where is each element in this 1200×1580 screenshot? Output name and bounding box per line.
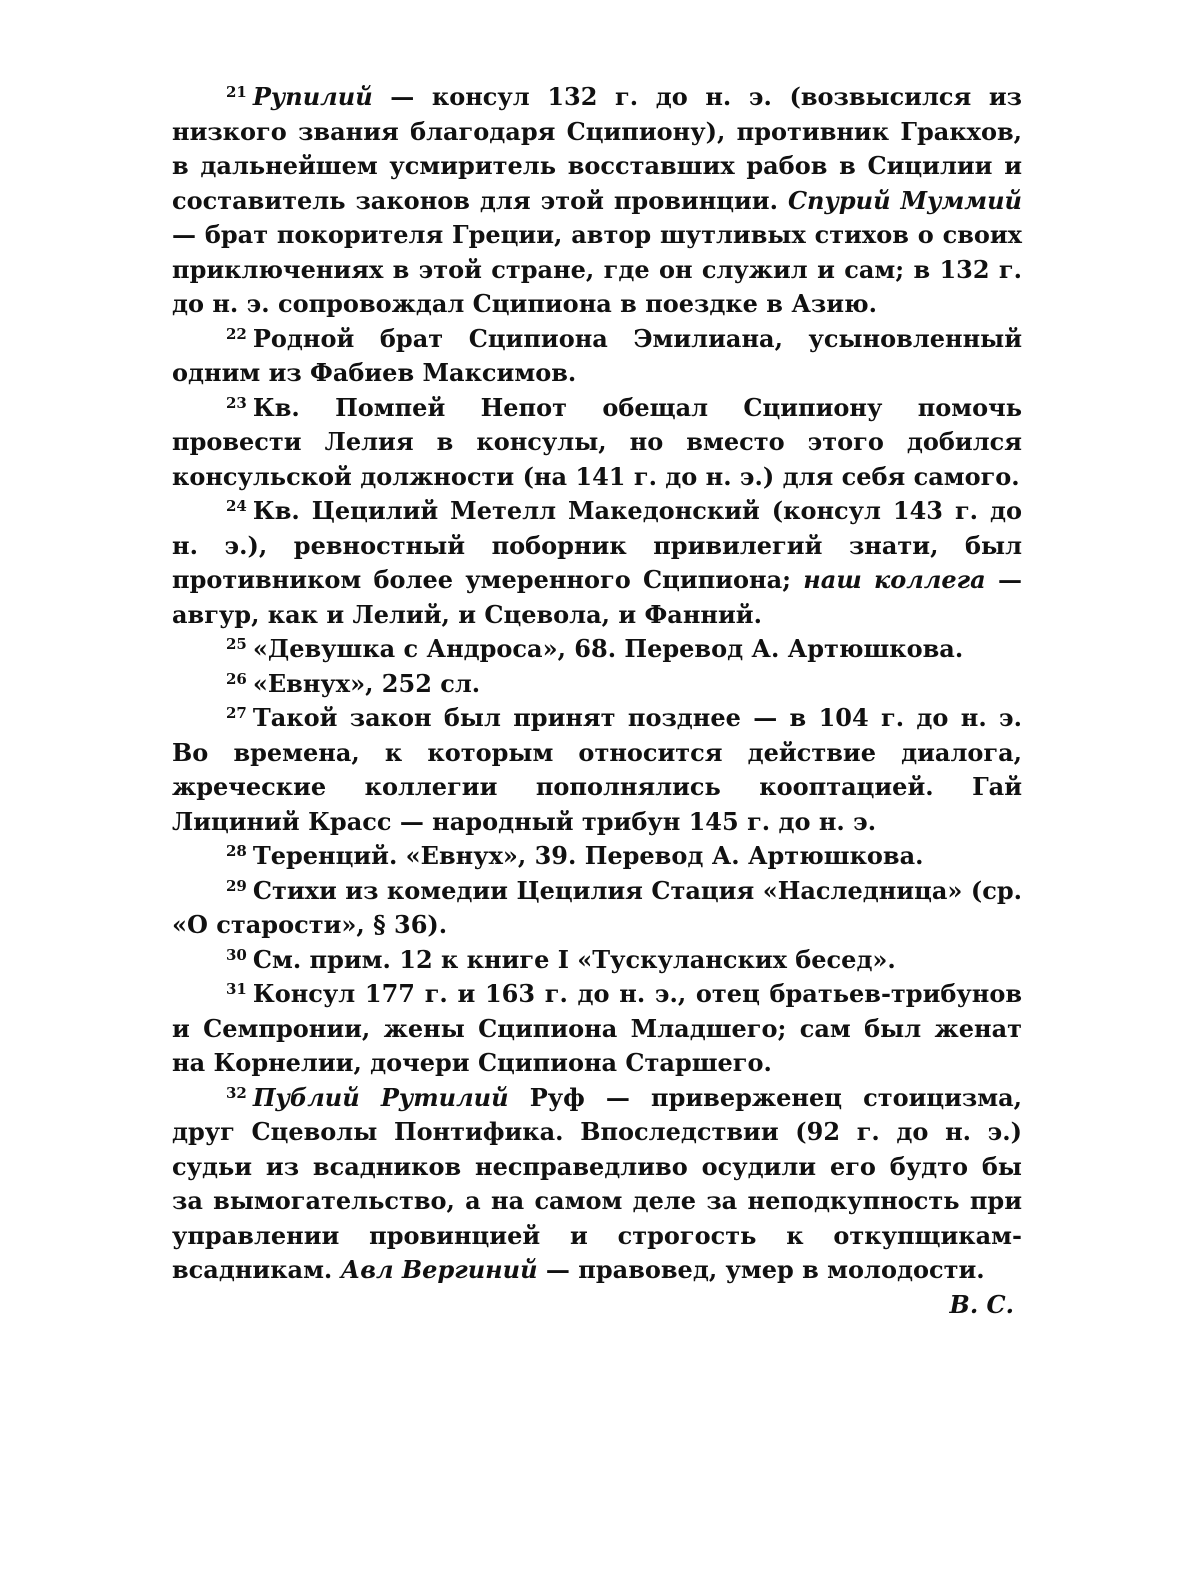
footnote-text: Кв. Помпей Непот обещал Сципиону помочь провести Лелия в консулы, но вместо этого добился консульской должности (на 141 г. до н. э.) для себя самого. <box>172 392 1022 491</box>
footnote-text: «Девушка с Андроса», 68. Перевод А. Артюшкова. <box>252 634 964 663</box>
footnote-number: 24 <box>226 497 247 515</box>
footnote-text: Руф — приверженец стоицизма, друг Сцеволы Понтифика. Впоследствии (92 г. до н. э.) судьи из всадников несправедливо осудили его будто бы за вымогательство, а на самом деле за неподкупность при управлении провинцией и строгость к откупщикам-всадникам. <box>172 1082 1022 1284</box>
footnote-number: 21 <box>226 83 247 101</box>
footnote-text: Консул 177 г. и 163 г. до н. э., отец братьев-трибунов и Семпронии, жены Сципиона Младшего; сам был женат на Корнелии, дочери Сципиона Старшего. <box>172 979 1022 1077</box>
footnote-text: — консул 132 г. до н. э. (возвысился из низкого звания благодаря Сципиону), противник Гракхов, в дальнейшем усмиритель восставших рабов в Сицилии и составитель законов для этой провинции. <box>172 82 1022 215</box>
footnote <box>172 80 1022 322</box>
footnote-text: «Евнух», 252 сл. <box>252 668 481 698</box>
footnote-number: 27 <box>226 704 247 722</box>
footnote <box>172 1081 1022 1288</box>
author-signature: В. С. <box>949 1289 1014 1319</box>
footnote-number: 23 <box>226 393 247 412</box>
footnote-number: 22 <box>226 324 247 343</box>
footnote-number: 30 <box>226 945 247 964</box>
footnote-text: — брат покорителя Греции, автор шутливых стихов о своих приключениях в этой стране, где он служил и сам; в 132 г. до н. э. сопровождал Сципиона в поездке в Азию. <box>172 220 1022 318</box>
footnote <box>172 874 1022 943</box>
footnote <box>172 977 1022 1081</box>
footnote <box>172 667 1022 702</box>
footnote-italic-text: Спурий Муммий <box>787 185 1022 215</box>
footnote-text: Такой закон был принят позднее — в 104 г. до н. э. Во времена, к которым относится действие диалога, жреческие коллегии пополнялись кооптацией. Гай Лициний Красс — народный трибун 145 г. до н. э. <box>172 703 1022 836</box>
footnote-text: Родной брат Сципиона Эмилиана, усыновленный одним из Фабиев Максимов. <box>172 323 1022 387</box>
footnote-number: 26 <box>226 669 247 688</box>
footnote-text: Стихи из комедии Цецилия Стация «Наследница» (ср. «О старости», § 36). <box>172 875 1022 939</box>
footnote <box>172 322 1022 391</box>
footnote <box>172 943 1022 978</box>
footnote-italic-text: Авл Вергиний <box>340 1255 538 1284</box>
footnote-text: Кв. Цецилий Метелл Македонский (консул 143 г. до н. э.), ревностный поборник привилегий знати, был противником более умеренного Сципиона; <box>172 496 1022 594</box>
footnote-text: — авгур, как и Лелий, и Сцевола, и Фанний. <box>172 565 1023 629</box>
footnote-text: См. прим. 12 к книге I «Тускуланских бесед». <box>252 944 896 974</box>
footnotes-list <box>172 80 1022 1288</box>
footnote-number: 28 <box>226 842 247 860</box>
footnote-italic-text: Рупилий <box>252 82 373 111</box>
footnote-text: — правовед, умер в молодости. <box>537 1255 985 1284</box>
footnote-number: 32 <box>226 1083 247 1102</box>
footnote <box>172 632 1022 667</box>
footnote <box>172 839 1022 874</box>
footnote <box>172 494 1022 632</box>
footnote <box>172 701 1022 839</box>
footnotes-page <box>172 80 1022 1322</box>
footnote-number: 31 <box>226 980 247 998</box>
footnote-number: 25 <box>226 635 247 653</box>
footnote-number: 29 <box>226 876 247 895</box>
footnote <box>172 391 1022 495</box>
footnote-italic-text: наш коллега <box>803 565 986 594</box>
footnote-text: Теренций. «Евнух», 39. Перевод А. Артюшкова. <box>252 841 924 870</box>
footnote-italic-text: Публий Рутилий <box>252 1082 509 1112</box>
